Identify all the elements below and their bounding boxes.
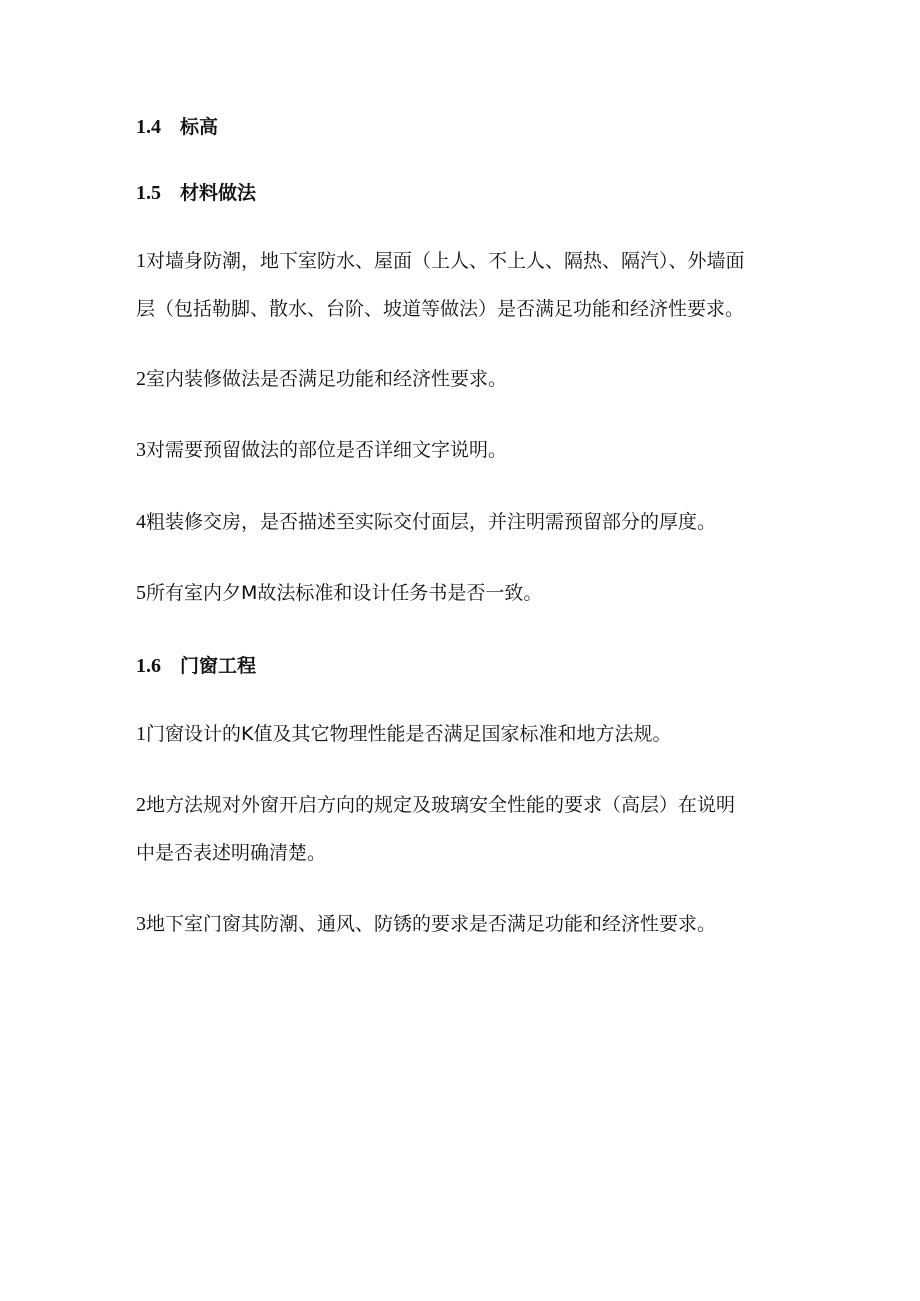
item-number: 1 [136,250,146,272]
item-text: 所有室内夕M故法标准和设计任务书是否一致。 [146,582,543,604]
paragraph-line [136,781,786,829]
paragraph-1-5-item-4 [136,498,786,546]
item-number: 2 [136,368,146,390]
item-text: 对墙身防潮，地下室防水、屋面（上人、不上人、隔热、隔汽）、外墙面 [146,250,745,272]
section-title: 门窗工程 [180,655,257,677]
item-number: 4 [136,511,146,533]
paragraph-1-6-item-2 [136,781,786,877]
section-number: 1.5 [136,182,161,204]
item-number: 1 [136,723,146,745]
item-number: 5 [136,582,146,604]
item-text: 粗装修交房，是否描述至实际交付面层，并注明需预留部分的厚度。 [146,511,717,533]
paragraph-1-5-item-3 [136,426,786,474]
paragraph-line: 层（包括勒脚、散水、台阶、坡道等做法）是否满足功能和经济性要求。 [136,298,745,320]
item-text: 地方法规对外窗开启方向的规定及玻璃安全性能的要求（高层）在说明 [146,794,736,816]
section-heading-1-5 [136,180,256,206]
paragraph-line [136,237,786,285]
paragraph-1-5-item-2 [136,355,786,403]
section-number: 1.4 [136,116,161,138]
item-number: 3 [136,913,146,935]
paragraph-line: 中是否表述明确清楚。 [136,842,327,864]
paragraph-1-5-item-5 [136,569,786,617]
section-number: 1.6 [136,655,161,677]
section-title: 材料做法 [180,182,257,204]
paragraph-1-5-item-1 [136,237,786,333]
item-text: 室内装修做法是否满足功能和经济性要求。 [146,368,508,390]
paragraph-1-6-item-3 [136,900,786,948]
section-heading-1-4 [136,114,218,140]
item-number: 2 [136,794,146,816]
section-title: 标高 [180,116,219,138]
paragraph-1-6-item-1 [136,710,786,758]
item-text: 门窗设计的K值及其它物理性能是否满足国家标准和地方法规。 [146,723,672,745]
item-text: 地下室门窗其防潮、通风、防锈的要求是否满足功能和经济性要求。 [146,913,717,935]
section-heading-1-6 [136,653,256,679]
item-text: 对需要预留做法的部位是否详细文字说明。 [146,439,508,461]
item-number: 3 [136,439,146,461]
